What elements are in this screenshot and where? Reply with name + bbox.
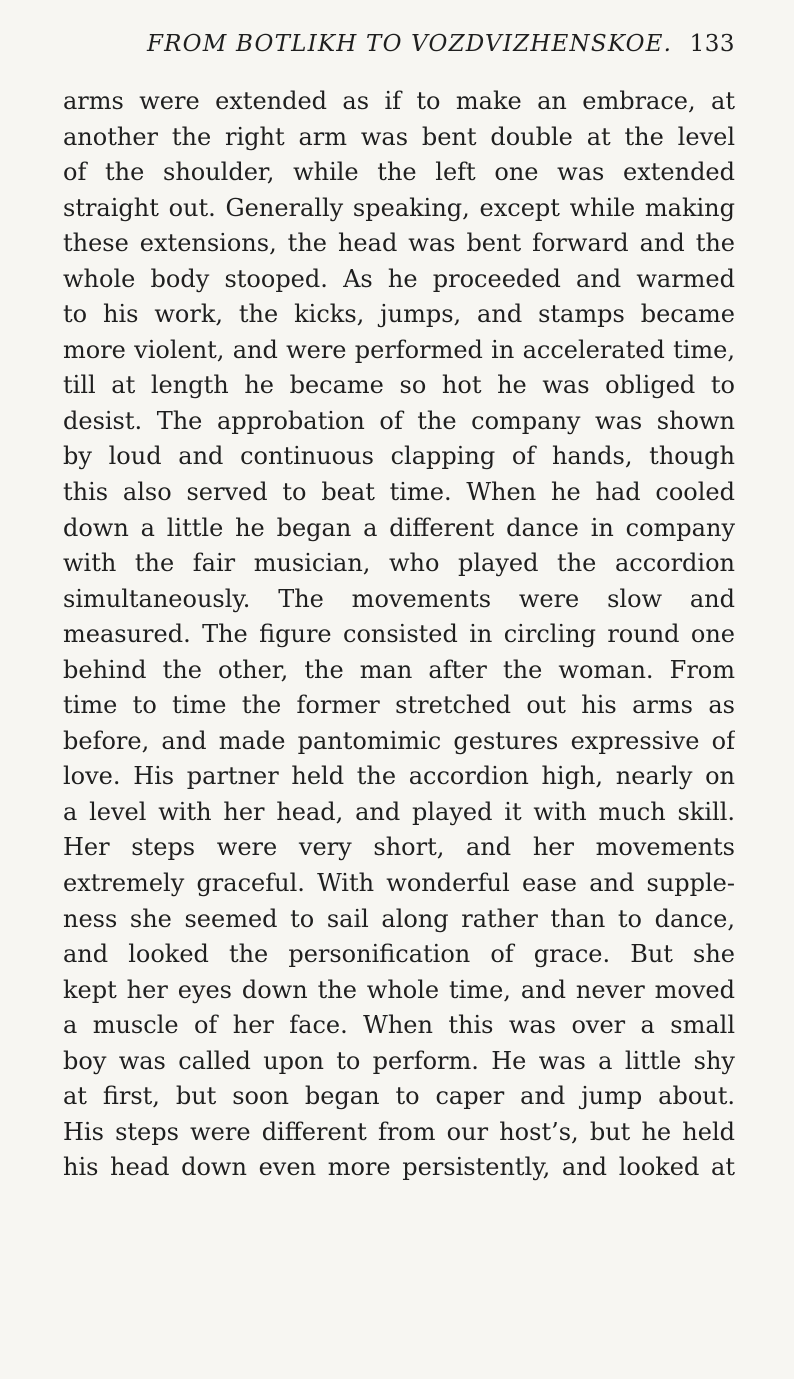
text-line: simultaneously. The movements were slow and bbox=[63, 584, 735, 613]
text-line: straight out. Generally speaking, except while making bbox=[63, 193, 735, 222]
text-line: love. His partner held the accordion high, nearly on bbox=[63, 762, 735, 791]
text-line: down a little he began a different dance in company bbox=[63, 513, 735, 542]
text-line: till at length he became so hot he was obliged to bbox=[63, 371, 735, 400]
text-line: His steps were different from our host’s, but he held bbox=[63, 1117, 735, 1146]
text-line: to his work, the kicks, jumps, and stamps became bbox=[63, 300, 735, 329]
text-line: another the right arm was bent double at the level bbox=[63, 122, 735, 151]
text-line: arms were extended as if to make an embrace, at bbox=[63, 87, 735, 115]
text-line: extremely graceful. With wonderful ease and supple- bbox=[63, 869, 735, 898]
text-line: a muscle of her face. When this was over a small bbox=[63, 1011, 735, 1040]
page-number: 133 bbox=[689, 31, 735, 57]
text-line: measured. The figure consisted in circling round one bbox=[63, 620, 735, 649]
text-line: and looked the personification of grace. But she bbox=[63, 940, 735, 969]
text-line: ness she seemed to sail along rather than to dance, bbox=[63, 904, 735, 933]
text-line: his head down even more persistently, and looked at bbox=[63, 1153, 735, 1182]
text-line: time to time the former stretched out his arms as bbox=[63, 691, 735, 720]
text-line: by loud and continuous clapping of hands, though bbox=[63, 442, 735, 471]
text-line: these extensions, the head was bent forward and the bbox=[63, 229, 735, 258]
text-line: at first, but soon began to caper and jump about. bbox=[63, 1082, 735, 1111]
text-line: whole body stooped. As he proceeded and warmed bbox=[63, 264, 735, 293]
text-line: kept her eyes down the whole time, and never moved bbox=[63, 975, 735, 1004]
text-line: with the fair musician, who played the accordion bbox=[63, 549, 735, 578]
body-text bbox=[63, 84, 735, 1186]
text-line: Her steps were very short, and her movements bbox=[63, 833, 735, 862]
text-line: boy was called upon to perform. He was a little shy bbox=[63, 1046, 735, 1075]
text-line: a level with her head, and played it with much skill. bbox=[63, 797, 735, 826]
text-line: before, and made pantomimic gestures expressive of bbox=[63, 726, 735, 755]
running-title: FROM BOTLIKH TO VOZDVIZHENSKOE. bbox=[147, 31, 673, 57]
text-line: more violent, and were performed in accelerated time, bbox=[63, 335, 735, 364]
text-line: behind the other, the man after the woman. From bbox=[63, 655, 735, 684]
text-line: this also served to beat time. When he had cooled bbox=[63, 478, 735, 507]
text-line: of the shoulder, while the left one was extended bbox=[63, 158, 735, 187]
text-line: desist. The approbation of the company was shown bbox=[63, 406, 735, 435]
running-head bbox=[63, 31, 735, 67]
